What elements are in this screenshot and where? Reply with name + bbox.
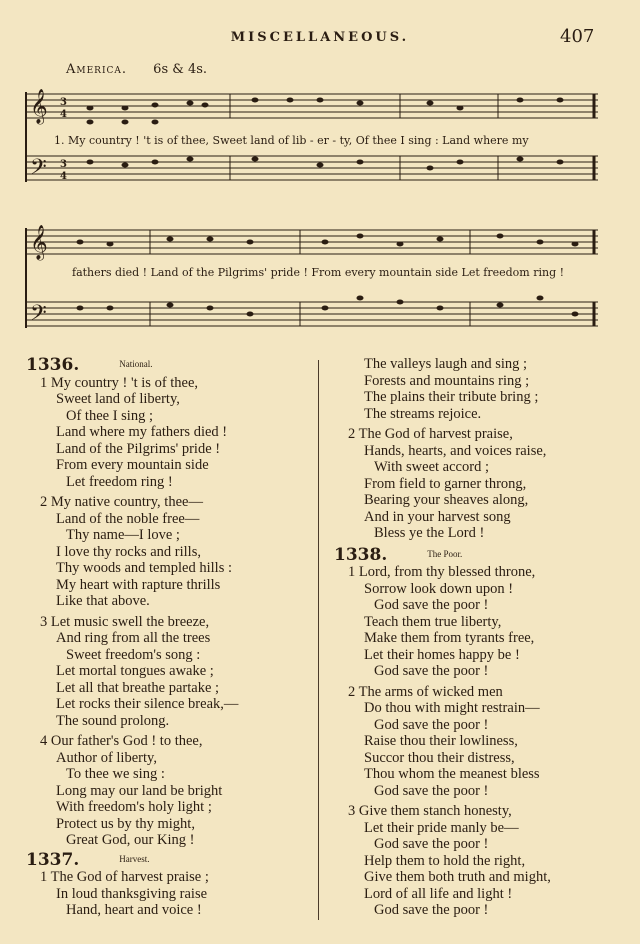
verse-line: From every mountain side (56, 457, 209, 473)
verse-line: The sound prolong. (56, 712, 170, 729)
hymn-number: 1338. (334, 544, 388, 565)
verse-line: God save the poor ! (374, 782, 489, 799)
hymn-tag: National. (119, 359, 153, 369)
verse-line: And ring from all the trees (56, 630, 211, 646)
verse-line: Thy name—I love ; (66, 527, 180, 543)
verse-line: 2 My native country, thee— (40, 494, 203, 510)
verse-line: God save the poor ! (374, 836, 489, 852)
verse-line: Teach them true liberty, (364, 613, 502, 630)
verse-line: The streams rejoice. (364, 405, 482, 422)
hymn-1338-text (334, 564, 624, 919)
music-lyrics-line-2: fathers died ! Land of the Pilgrims' pride ! From every mountain side Let freedom ring ! (72, 266, 565, 279)
tune-heading (66, 62, 207, 77)
verse-line: Thou whom the meanest bless (364, 766, 540, 782)
verse-line: Hand, heart and voice ! (66, 902, 202, 918)
verse-line: Like that above. (56, 593, 150, 609)
verse-line: With sweet accord ; (374, 459, 489, 475)
tune-meter: 6s & 4s. (153, 62, 208, 77)
verse-line: Long may our land be bright (56, 782, 223, 799)
svg-text:𝄢: 𝄢 (30, 301, 47, 331)
verse-line: The plains their tribute bring ; (364, 389, 539, 405)
verse-line: Hands, hearts, and voices raise, (364, 442, 547, 459)
hymn-tag: Harvest. (119, 853, 150, 864)
verse-line: 2 The God of harvest praise, (348, 426, 513, 442)
verse-line: God save the poor ! (374, 663, 489, 679)
verse-line: Succor thou their distress, (364, 749, 515, 766)
verse-line: Make them from tyrants free, (364, 630, 535, 646)
hymn-number: 1337. (26, 849, 80, 870)
hymn-1336-heading (26, 356, 316, 375)
verse-line: Great God, our King ! (66, 832, 195, 848)
svg-text:4: 4 (60, 109, 67, 120)
verse-line: Thy woods and templed hills : (56, 560, 232, 576)
verse-line: 1 The God of harvest praise ; (40, 869, 209, 885)
verse-line: 1 My country ! 't is of thee, (40, 374, 199, 391)
svg-text:3: 3 (60, 159, 67, 170)
verse-line: 4 Our father's God ! to thee, (40, 733, 203, 749)
hymn-1336-text (26, 375, 316, 849)
verse-line: I love thy rocks and rills, (56, 543, 201, 560)
svg-text:𝄞: 𝄞 (30, 225, 48, 260)
verse-line: God save the poor ! (374, 716, 489, 733)
verse-line: Sweet land of liberty, (56, 391, 180, 407)
verse-line: Land of the Pilgrims' pride ! (56, 440, 221, 457)
verse-line: God save the poor ! (374, 902, 489, 918)
verse-line: Let their pride manly be— (364, 819, 519, 836)
hymn-1338-heading (334, 546, 624, 565)
svg-text:𝄢: 𝄢 (30, 155, 47, 185)
hymn-1337-heading (26, 851, 316, 870)
verse-line: Land of the noble free— (56, 510, 200, 527)
tune-name: America. (66, 62, 128, 77)
verse-line: My heart with rapture thrills (56, 576, 221, 593)
hymn-1337-text-part-1 (26, 869, 316, 919)
verse-line: Sorrow look down upon ! (364, 580, 514, 597)
verse-line: God save the poor ! (374, 597, 489, 613)
verse-line: 3 Let music swell the breeze, (40, 613, 210, 630)
svg-text:𝄞: 𝄞 (30, 89, 48, 124)
verse-line: The valleys laugh and sing ; (364, 356, 528, 372)
music-system-2 (20, 222, 602, 342)
verse-line: With freedom's holy light ; (56, 799, 212, 815)
verse-line: Lord of all life and light ! (364, 885, 513, 902)
verse-line: Bearing your sheaves along, (364, 492, 529, 508)
verse-line: Help them to hold the right, (364, 852, 526, 869)
music-lyrics-line-1: 1. My country ! 't is of thee, Sweet land of lib - er - ty, Of thee I sing : Land where my (54, 134, 529, 147)
verse-line: Let mortal tongues awake ; (56, 663, 214, 679)
verse-line: Let all that breathe partake ; (56, 679, 220, 696)
verse-line: Bless ye the Lord ! (374, 525, 485, 541)
verse-line: To thee we sing : (66, 766, 165, 782)
hymn-tag: The Poor. (427, 548, 463, 559)
verse-line: Sweet freedom's song : (66, 646, 201, 663)
verse-line: Protect us by thy might, (56, 815, 195, 832)
verse-line: Author of liberty, (56, 749, 157, 766)
column-divider (318, 360, 319, 920)
verse-line: Land where my fathers died ! (56, 424, 228, 440)
verse-line: Let their homes happy be ! (364, 646, 520, 663)
verse-line: And in your harvest song (364, 508, 511, 525)
verse-line: From field to garner throng, (364, 475, 527, 492)
verse-line: Let rocks their silence break,— (56, 696, 239, 712)
music-system-1 (20, 86, 602, 206)
verse-line: Do thou with might restrain— (364, 700, 540, 716)
hymn-1337-text-part-2 (334, 356, 624, 542)
hymn-number: 1336. (26, 355, 80, 375)
verse-line: Of thee I sing ; (66, 407, 153, 424)
page-number: 407 (560, 26, 595, 47)
verse-line: 1 Lord, from thy blessed throne, (348, 564, 536, 580)
left-column (26, 356, 316, 919)
svg-text:3: 3 (60, 97, 67, 108)
verse-line: Raise thou their lowliness, (364, 733, 518, 749)
verse-line: Let freedom ring ! (66, 473, 173, 490)
right-column (334, 356, 624, 919)
verse-line: In loud thanksgiving raise (56, 885, 208, 902)
verse-line: Forests and mountains ring ; (364, 372, 530, 389)
verse-line: 3 Give them stanch honesty, (348, 803, 512, 819)
verse-line: 2 The arms of wicked men (348, 683, 503, 700)
running-header: MISCELLANEOUS. (230, 30, 410, 45)
verse-line: Give them both truth and might, (364, 869, 551, 885)
svg-text:4: 4 (60, 171, 67, 182)
